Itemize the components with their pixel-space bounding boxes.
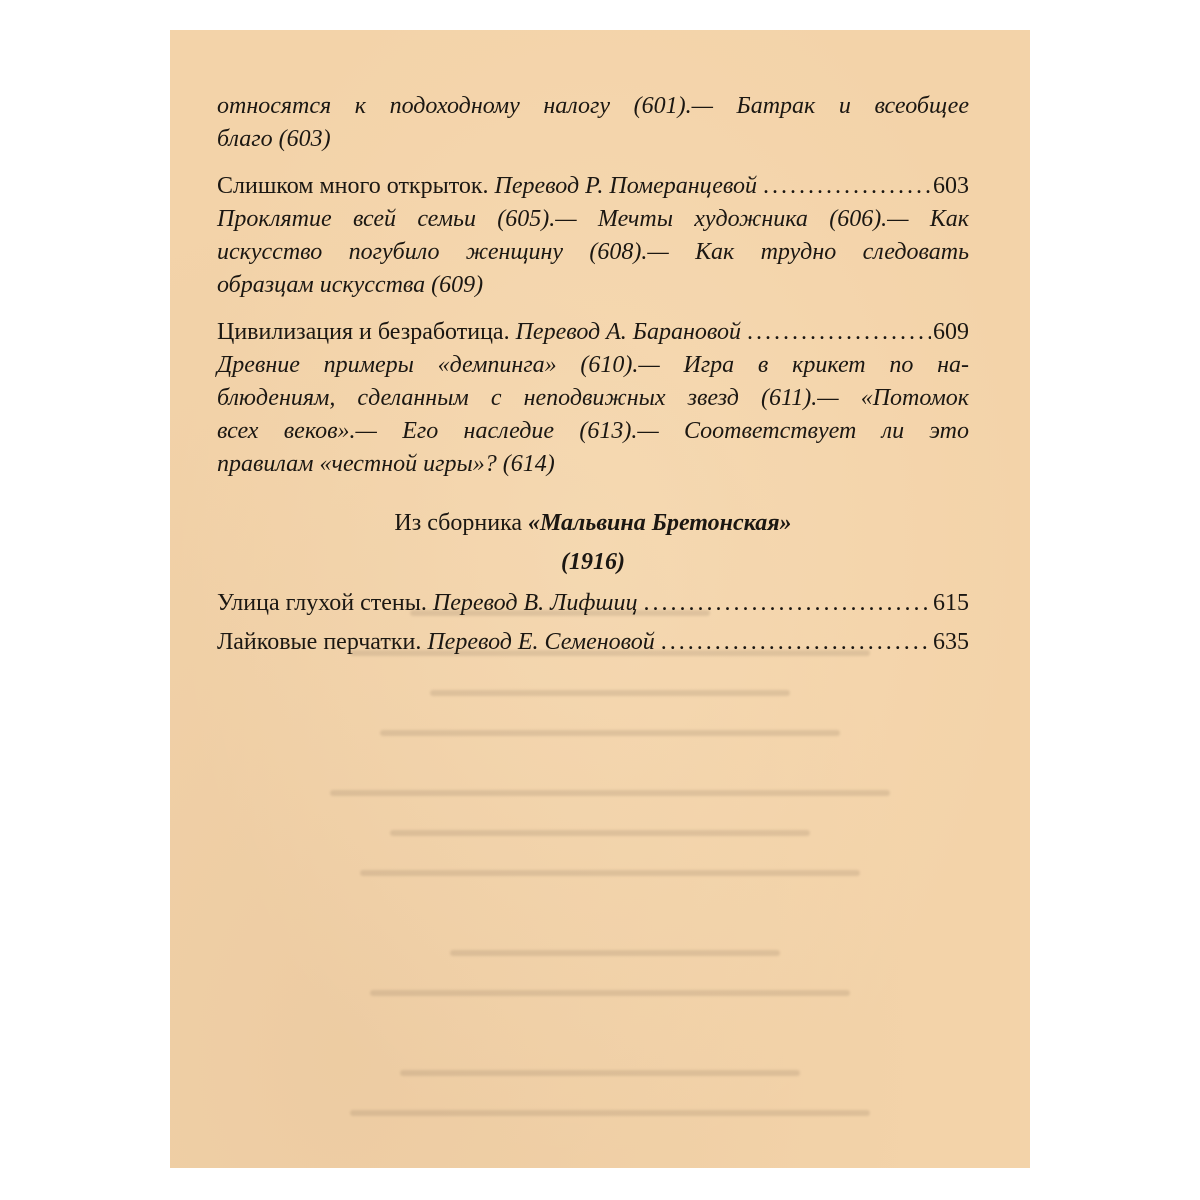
book-page <box>170 30 1030 1168</box>
dot-leader <box>644 587 931 620</box>
table-of-contents <box>217 90 969 659</box>
subtitle-line: всех веков».— Его наследие (613).— Соответствует ли это <box>217 418 969 444</box>
subtitle-line: благо (603) <box>217 126 331 152</box>
subtitle-line: Проклятие всей семьи (605).— Мечты художника (606).— Как <box>217 206 969 232</box>
section-prefix: Из сборника <box>394 510 529 536</box>
dot-leader <box>763 170 931 203</box>
entry-translator: Перевод В. Лифшиц <box>432 590 638 616</box>
subtitle-line: относятся к подоходному налогу (601).— Батрак и всеобщее <box>217 93 969 119</box>
entry-title: Цивилизация и безработица. <box>217 319 510 345</box>
entry-translator: Перевод А. Барановой <box>515 319 741 345</box>
entry-title: Улица глухой стены. <box>217 590 427 616</box>
toc-entry-heading <box>217 587 969 620</box>
section-year: (1916) <box>561 549 625 575</box>
section-entries <box>217 587 969 659</box>
entry-title: Слишком много открыток. <box>217 173 489 199</box>
toc-entry-heading <box>217 626 969 659</box>
section-heading <box>217 507 969 540</box>
page-number: 603 <box>933 173 969 199</box>
subtitle-line: блюдениям, сделанным с неподвижных звезд (611).— «Потомок <box>217 385 969 411</box>
toc-entry <box>217 316 969 481</box>
subtitle-line: искусство погубило женщину (608).— Как трудно следовать <box>217 239 969 265</box>
subtitle-line: правилам «честной игры»? (614) <box>217 451 555 477</box>
dot-leader <box>747 316 931 349</box>
toc-entry <box>217 170 969 302</box>
toc-entry-heading <box>217 170 969 203</box>
section-title: «Мальвина Бретонская» <box>528 510 792 536</box>
page-number: 609 <box>933 319 969 345</box>
subtitle-line: Древние примеры «демпинга» (610).— Игра в крикет по на- <box>217 352 969 378</box>
continued-entry-subtitles <box>217 90 969 156</box>
entry-title: Лайковые перчатки. <box>217 629 422 655</box>
entry-translator: Перевод Р. Померанцевой <box>494 173 758 199</box>
toc-entry-heading <box>217 316 969 349</box>
subtitle-line: образцам искусства (609) <box>217 272 484 298</box>
page-number: 635 <box>933 629 969 655</box>
page-number: 615 <box>933 590 969 616</box>
show-through-text <box>230 590 970 1150</box>
entry-translator: Перевод Е. Семеновой <box>427 629 655 655</box>
dot-leader <box>661 626 931 659</box>
